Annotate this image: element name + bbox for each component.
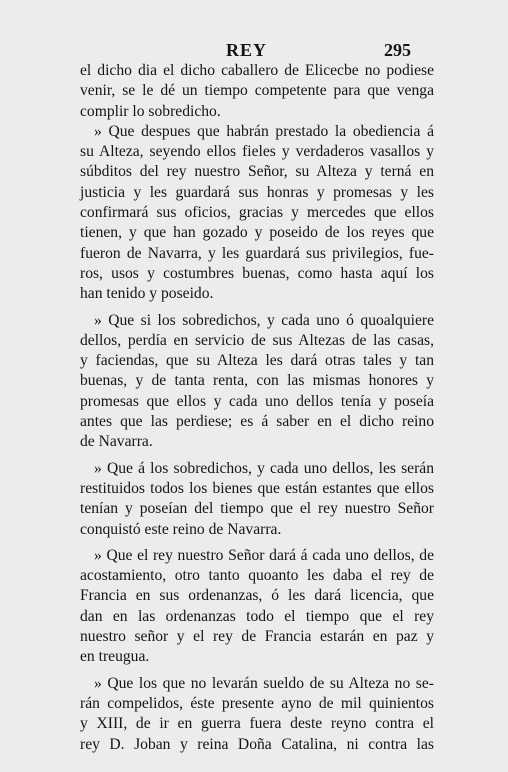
text-line: en treugua. <box>80 648 150 666</box>
text-line: buenas, y de tanta renta, con las mismas honores y <box>80 372 434 390</box>
paragraph <box>80 122 434 305</box>
text-line: restituidos todos los bienes que están estantes que ellos <box>80 479 434 497</box>
text-line: el dicho dia el dicho caballero de Elicecbe no podiese <box>80 62 434 79</box>
text-line: » Que los que no levarán sueldo de su Alteza no se- <box>94 674 434 692</box>
text-line: » Que si los sobredichos, y cada uno ó quoalquiere <box>94 311 434 329</box>
text-line: conquistó este reino de Navarra. <box>80 520 282 538</box>
text-line: » Que el rey nuestro Señor dará á cada uno dellos, de <box>94 546 434 564</box>
text-line: súbditos del rey nuestro Señor, su Alteza y terná en <box>80 163 434 181</box>
paragraph <box>80 674 434 755</box>
text-line: rán compelidos, éste presente ayno de mil quinientos <box>80 694 434 712</box>
page-number: 295 <box>384 40 411 60</box>
text-line: tienen, y que han gozado y poseido de los reyes que <box>80 224 434 242</box>
text-line: complir lo sobredicho. <box>80 102 221 120</box>
body-text <box>80 61 434 755</box>
paragraph <box>80 61 434 122</box>
text-line: dellos, perdía en servicio de sus Altezas de las casas, <box>80 331 434 349</box>
text-line: fueron de Navarra, y les guardará sus privilegios, fue- <box>80 244 434 262</box>
text-line: tenían y poseían del tiempo que el rey nuestro Señor <box>80 500 434 518</box>
text-line: acostamiento, otro tanto quoanto les daba el rey de <box>80 567 434 585</box>
text-line: su Alteza, seyendo ellos fieles y verdaderos vasallos y <box>80 143 434 161</box>
paragraph <box>80 546 434 668</box>
text-line: ros, usos y costumbres buenas, como hasta aquí los <box>80 264 434 282</box>
text-line: promesas que ellos y cada uno dellos tenía y poseía <box>80 392 434 410</box>
running-title: REY <box>226 40 268 60</box>
text-line: antes que las perdiese; es á saber en el dicho reino <box>80 413 434 431</box>
text-line: dan en las ordenanzas todo el tiempo que el rey <box>80 607 434 625</box>
text-line: Francia en sus ordenanzas, ó les dará licencia, que <box>80 587 434 605</box>
text-line: justicia y les guardará sus honras y promesas y les <box>80 183 434 201</box>
text-line: han tenido y poseido. <box>80 285 214 303</box>
text-line: de Navarra. <box>80 433 153 451</box>
text-line: nuestro señor y el rey de Francia estarán en paz y <box>80 628 434 646</box>
text-line: venir, se le dé un tiempo competente para que venga <box>80 82 434 100</box>
paragraph <box>80 459 434 540</box>
text-line: y faciendas, que su Alteza les dará otras tales y tan <box>80 352 434 370</box>
text-line: y XIII, de ir en guerra fuera deste reyno contra el <box>80 715 434 733</box>
text-line: » Que á los sobredichos, y cada uno dellos, les serán <box>94 459 434 477</box>
text-line: rey D. Joban y reina Doña Catalina, ni contra las <box>80 735 434 753</box>
text-line: confirmará sus oficios, gracias y mercedes que ellos <box>80 204 434 222</box>
text-line: » Que despues que habrán prestado la obediencia á <box>94 122 434 140</box>
paragraph <box>80 311 434 453</box>
